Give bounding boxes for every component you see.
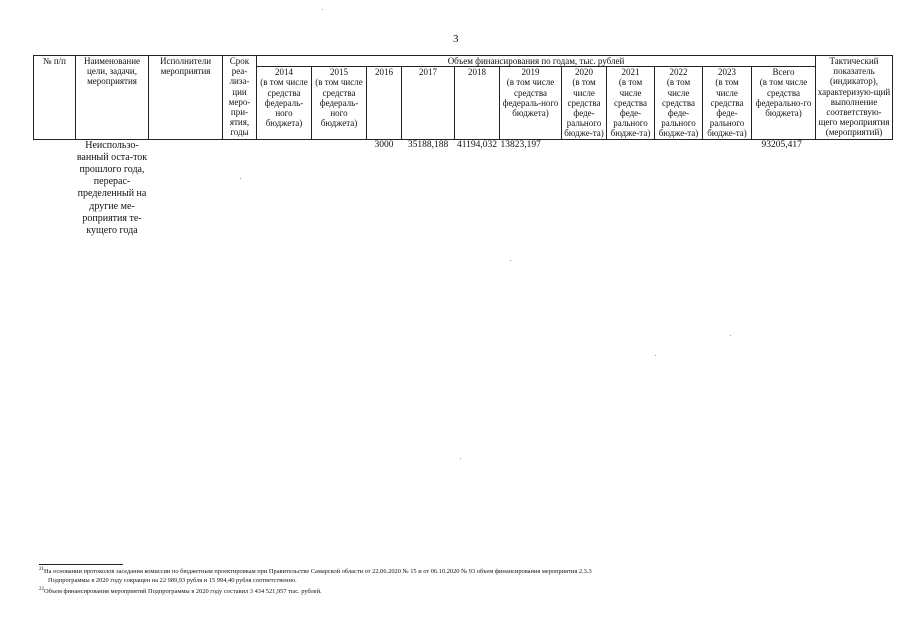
header-indicator: Тактический показатель (индикатор), характеризую-щий выполнение соответствую-щего мероприятия (мероприятий) (816, 56, 893, 140)
scan-speck (510, 260, 511, 261)
header-num: № п/п (34, 56, 76, 140)
row-value-2019: 13823,197 (500, 139, 541, 150)
row-term (223, 139, 257, 237)
scan-speck (460, 458, 461, 459)
header-year-2017: 2017 (402, 67, 455, 139)
header-year-2021: 2021 (в том числе средства феде-рального бюджe-та) (607, 67, 655, 139)
row-value-2022 (655, 139, 703, 237)
footnote-21: $^{21}$На основании протоколов заседания комиссии по бюджетным проектировкам при Правительстве Самарской области от 22.06.2020 № 15 и от 06.10.2020 № 93 объем финансирования мероприятия 2.3.3 (39, 567, 592, 576)
row-executors (149, 139, 223, 237)
row-value-2021 (607, 139, 655, 237)
header-year-2018: 2018 (455, 67, 500, 139)
row-value-2020 (562, 139, 607, 237)
footnote-21-continuation: Подпрограммы в 2020 году сокращен на 22 989,93 рубля и 15 994,40 рубля соответственно. (48, 576, 297, 584)
row-num (34, 139, 76, 237)
scan-speck (240, 178, 241, 179)
row-value-2018: 41194,032 (456, 139, 498, 150)
header-year-2019: 2019 (в том числе средства федераль-ного бюджета) (500, 67, 562, 139)
scan-speck (655, 355, 656, 356)
header-total: Всего (в том числе средства федерально-го бюджета) (752, 67, 816, 139)
row-value-2016: 3000 (374, 139, 394, 150)
row-total: 93205,417 (761, 139, 802, 150)
header-name: Наименование цели, задачи, мероприятия (76, 56, 149, 140)
row-indicator (816, 139, 893, 237)
table-row (34, 139, 893, 237)
header-term: Срок реа-лиза-ции меро-при-ятия, годы (223, 56, 257, 140)
header-year-2015: 2015 (в том числе средства федераль-ного бюджета) (312, 67, 367, 139)
row-value-2014 (257, 139, 312, 237)
header-year-2016: 2016 (367, 67, 402, 139)
scan-speck (322, 9, 323, 10)
page-number: 3 (453, 33, 459, 45)
row-name: Неиспользо-ванный оста-ток прошлого года, перерас-пределенный на другие ме-роприятия те-кущего года (76, 139, 148, 237)
header-financing-group: Объем финансирования по годам, тыс. рублей (257, 56, 816, 67)
header-year-2014: 2014 (в том числе средства федераль-ного бюджета) (257, 67, 312, 139)
row-value-2017: 35188,188 (407, 139, 449, 150)
row-value-2015 (312, 139, 367, 237)
header-year-2022: 2022 (в том числе средства феде-рального бюдже-та) (655, 67, 703, 139)
footnote-22: $^{22}$Объем финансирования мероприятий Подпрограммы в 2020 году составил 3 434 521,957 тыс. рублей. (39, 586, 322, 595)
row-value-2023 (703, 139, 752, 237)
header-executors: Исполнители мероприятия (149, 56, 223, 140)
footnotes (39, 566, 859, 597)
header-row-top (34, 56, 893, 67)
scan-speck (730, 335, 731, 336)
header-year-2023: 2023 (в том числе средства феде-рального бюдже-та) (703, 67, 752, 139)
header-year-2020: 2020 (в том числе средства феде-рального бюдже-та) (562, 67, 607, 139)
financing-table (33, 55, 893, 237)
footnote-separator (39, 564, 123, 565)
